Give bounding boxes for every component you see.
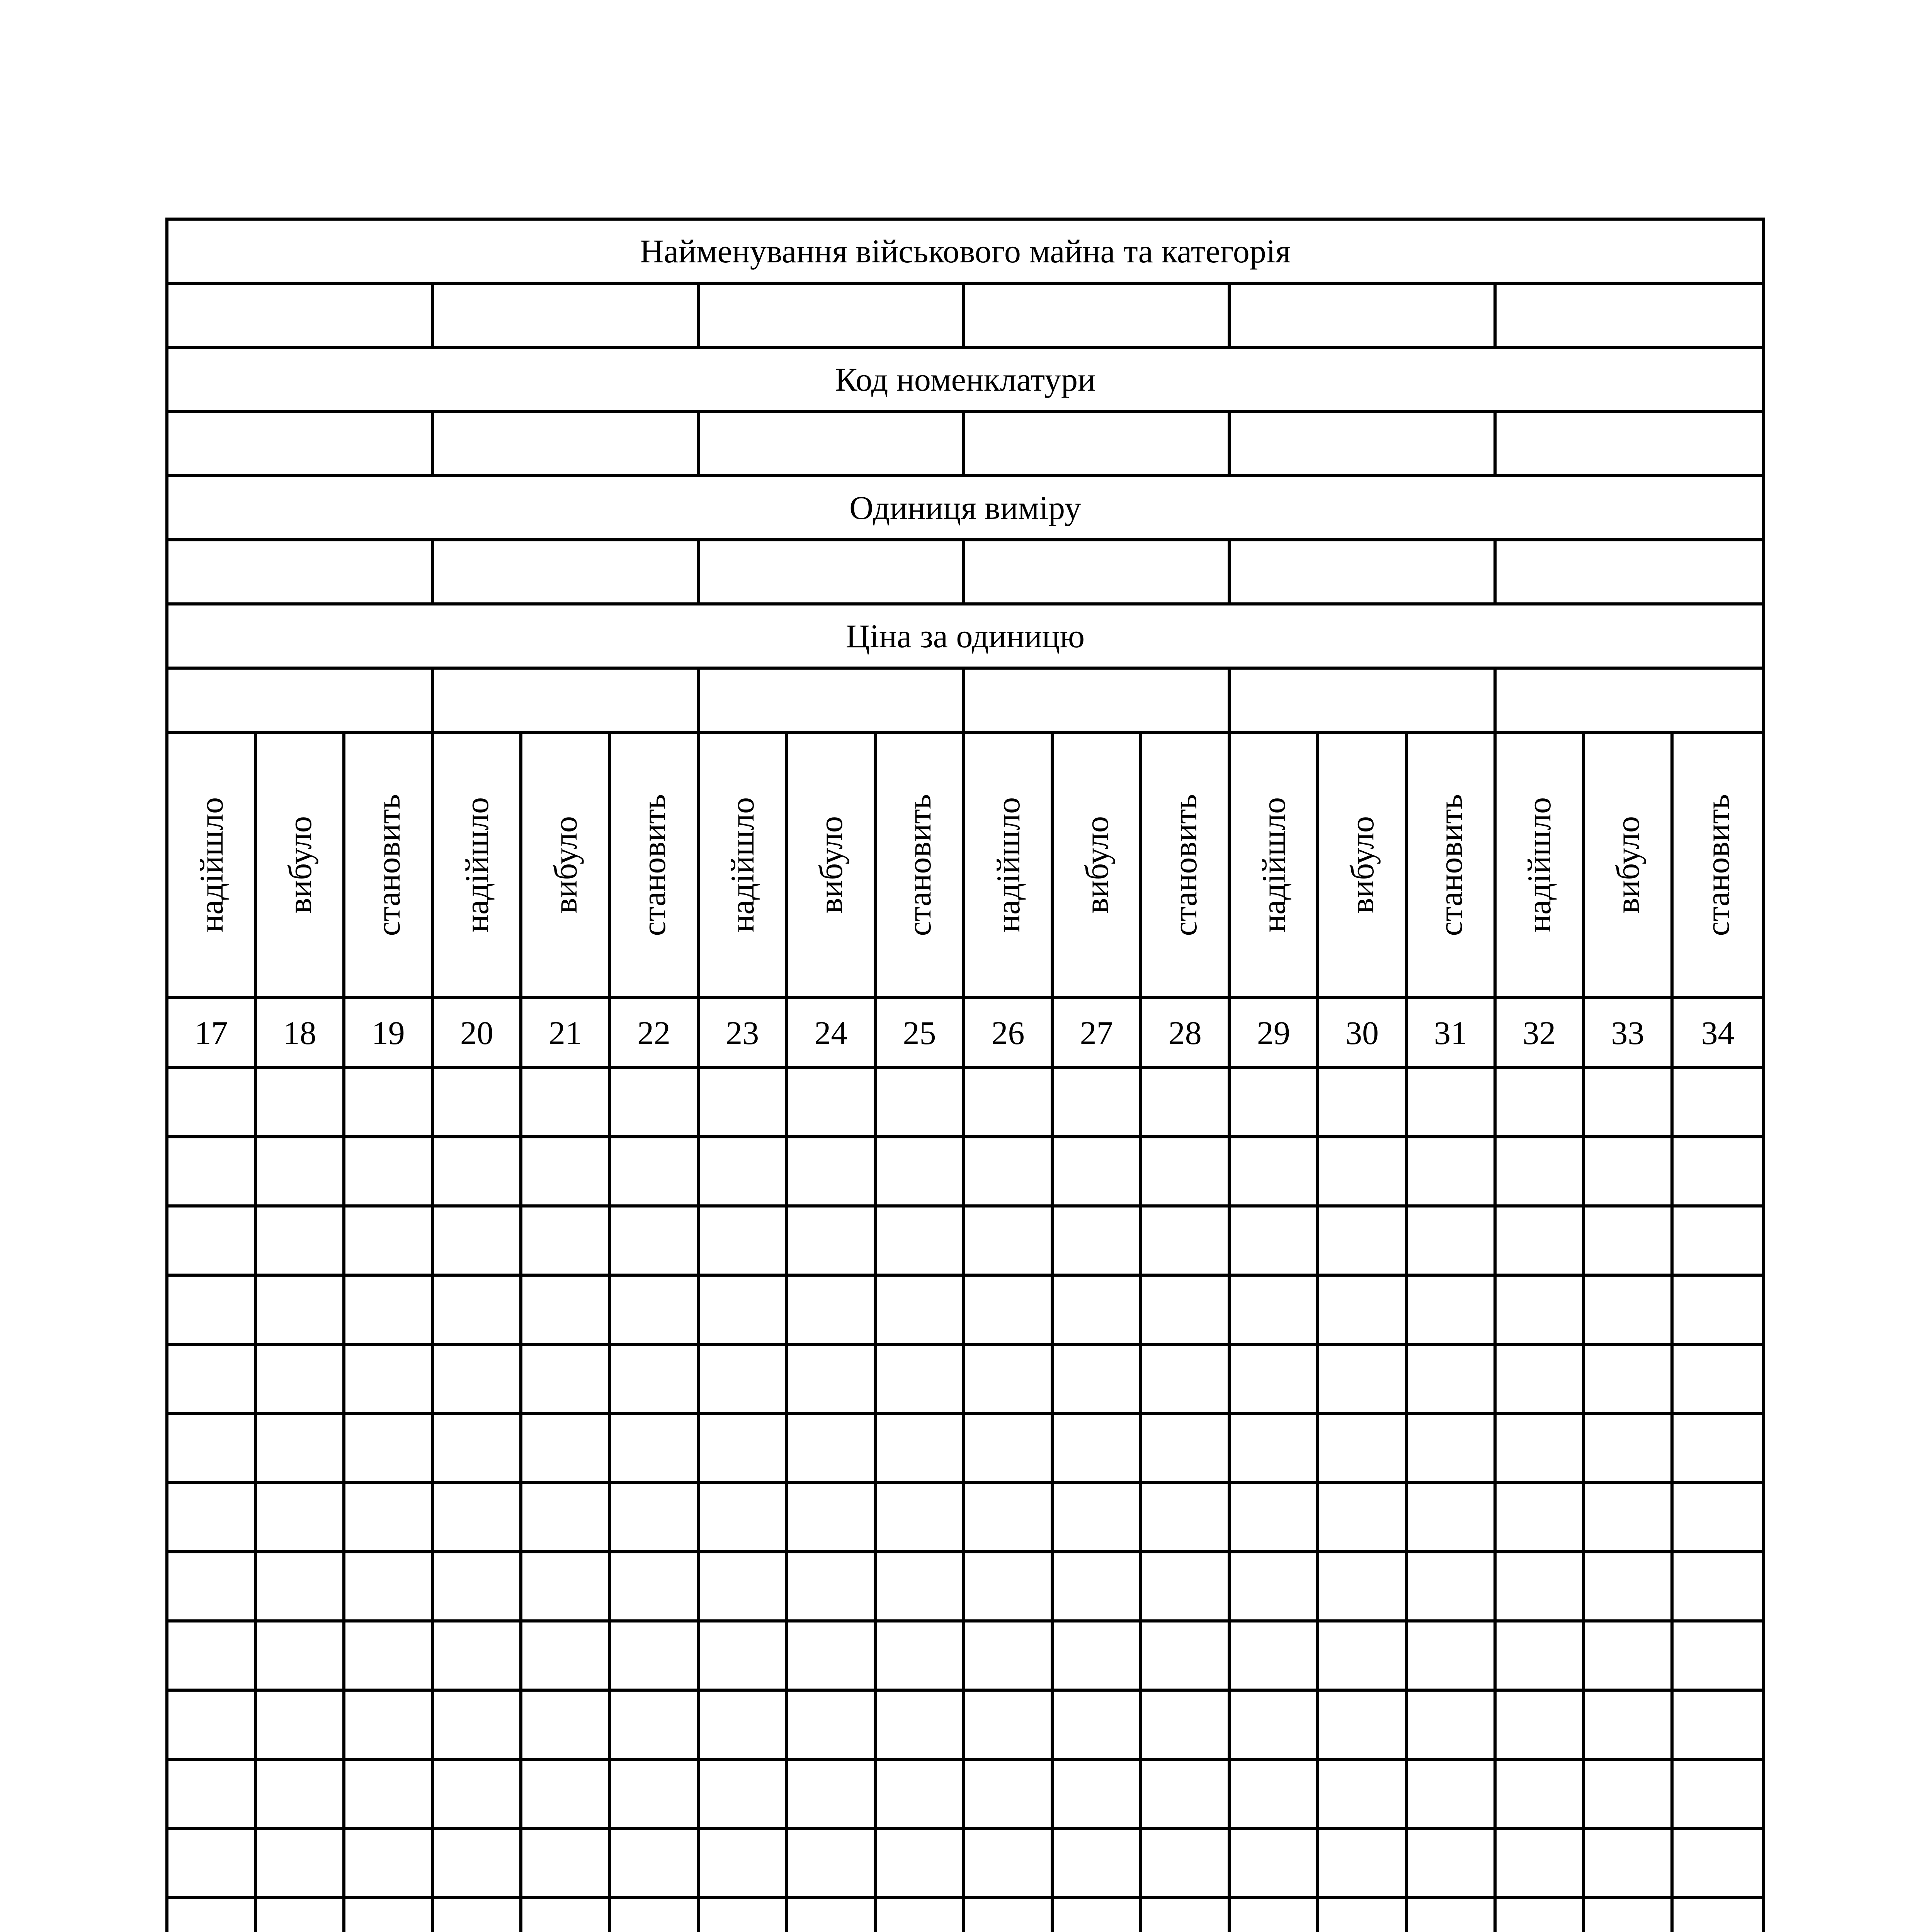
- column-number: 28: [1142, 999, 1231, 1069]
- entry-cell[interactable]: [611, 1622, 700, 1692]
- entry-cell[interactable]: [168, 1069, 257, 1138]
- property-name-cell[interactable]: [1497, 285, 1762, 349]
- entry-cell[interactable]: [257, 1692, 345, 1761]
- entry-cell[interactable]: [434, 1622, 522, 1692]
- entry-cell[interactable]: [345, 1622, 434, 1692]
- entry-cell[interactable]: [877, 1553, 965, 1622]
- entry-cell[interactable]: [257, 1346, 345, 1415]
- entry-cell[interactable]: [611, 1761, 700, 1830]
- entry-cell[interactable]: [1142, 1484, 1231, 1553]
- entry-cell[interactable]: [1231, 1346, 1319, 1415]
- entry-cell[interactable]: [1319, 1899, 1408, 1932]
- entry-cell[interactable]: [168, 1761, 257, 1830]
- entry-cell[interactable]: [168, 1830, 257, 1899]
- entry-cell[interactable]: [345, 1208, 434, 1277]
- entry-cell[interactable]: [1142, 1208, 1231, 1277]
- subheader-issued: вибуло: [257, 734, 345, 999]
- entry-cell[interactable]: [1231, 1138, 1319, 1208]
- entry-cell[interactable]: [257, 1622, 345, 1692]
- entry-cell[interactable]: [168, 1692, 257, 1761]
- entry-cell[interactable]: [345, 1761, 434, 1830]
- subheader-received: надійшло: [700, 734, 788, 999]
- entry-cell[interactable]: [522, 1484, 611, 1553]
- entry-cell[interactable]: [522, 1277, 611, 1346]
- entry-cell[interactable]: [611, 1899, 700, 1932]
- entry-cell[interactable]: [611, 1484, 700, 1553]
- entry-cell[interactable]: [1142, 1415, 1231, 1484]
- column-number: 31: [1408, 999, 1497, 1069]
- entry-cell[interactable]: [345, 1899, 434, 1932]
- entry-cell[interactable]: [1674, 1069, 1762, 1138]
- unit-of-measure-title: Одиниця виміру: [168, 477, 1762, 541]
- entry-cell[interactable]: [1497, 1622, 1585, 1692]
- subheader-balance: становить: [1674, 734, 1762, 999]
- entry-cell[interactable]: [1231, 1484, 1319, 1553]
- entry-cell[interactable]: [1585, 1899, 1674, 1932]
- entry-cell[interactable]: [434, 1484, 522, 1553]
- entry-cell[interactable]: [1054, 1069, 1142, 1138]
- entry-cell[interactable]: [1054, 1830, 1142, 1899]
- column-number: 26: [965, 999, 1054, 1069]
- entry-cell[interactable]: [257, 1553, 345, 1622]
- entry-cell[interactable]: [1231, 1415, 1319, 1484]
- entry-cell[interactable]: [611, 1138, 700, 1208]
- entry-cell[interactable]: [434, 1692, 522, 1761]
- entry-cell[interactable]: [700, 1553, 788, 1622]
- entry-cell[interactable]: [1674, 1277, 1762, 1346]
- entry-cell[interactable]: [345, 1415, 434, 1484]
- entry-cell[interactable]: [877, 1622, 965, 1692]
- entry-cell[interactable]: [1585, 1346, 1674, 1415]
- entry-cell[interactable]: [965, 1899, 1054, 1932]
- entry-cell[interactable]: [700, 1622, 788, 1692]
- entry-cell[interactable]: [1497, 1761, 1585, 1830]
- entry-cell[interactable]: [1408, 1138, 1497, 1208]
- entry-cell[interactable]: [965, 1277, 1054, 1346]
- entry-cell[interactable]: [1497, 1346, 1585, 1415]
- unit-of-measure-cell[interactable]: [965, 541, 1231, 605]
- entry-cell[interactable]: [965, 1692, 1054, 1761]
- entry-cell[interactable]: [965, 1069, 1054, 1138]
- entry-cell[interactable]: [345, 1138, 434, 1208]
- entry-cell[interactable]: [168, 1346, 257, 1415]
- entry-cell[interactable]: [168, 1622, 257, 1692]
- entry-cell[interactable]: [257, 1484, 345, 1553]
- subheader-issued: вибуло: [1054, 734, 1142, 999]
- entry-cell[interactable]: [1674, 1761, 1762, 1830]
- entry-cell[interactable]: [522, 1069, 611, 1138]
- entry-cell[interactable]: [611, 1069, 700, 1138]
- entry-cell[interactable]: [1231, 1208, 1319, 1277]
- column-number: 21: [522, 999, 611, 1069]
- entry-cell[interactable]: [1319, 1138, 1408, 1208]
- entry-cell[interactable]: [522, 1346, 611, 1415]
- subheader-received: надійшло: [1231, 734, 1319, 999]
- entry-cell[interactable]: [1142, 1830, 1231, 1899]
- entry-cell[interactable]: [1142, 1692, 1231, 1761]
- entry-cell[interactable]: [700, 1346, 788, 1415]
- entry-cell[interactable]: [257, 1069, 345, 1138]
- entry-cell[interactable]: [257, 1415, 345, 1484]
- subheader-received: надійшло: [434, 734, 522, 999]
- nomenclature-code-cell[interactable]: [965, 413, 1231, 477]
- unit-price-cell[interactable]: [965, 670, 1231, 734]
- column-number: 22: [611, 999, 700, 1069]
- nomenclature-code-cell[interactable]: [168, 413, 434, 477]
- entry-cell[interactable]: [788, 1622, 877, 1692]
- column-number: 25: [877, 999, 965, 1069]
- entry-cell[interactable]: [877, 1692, 965, 1761]
- column-number: 24: [788, 999, 877, 1069]
- entry-cell[interactable]: [1585, 1208, 1674, 1277]
- entry-cell[interactable]: [965, 1138, 1054, 1208]
- entry-cell[interactable]: [257, 1208, 345, 1277]
- subheader-issued: вибуло: [788, 734, 877, 999]
- entry-cell[interactable]: [1408, 1830, 1497, 1899]
- entry-cell[interactable]: [1054, 1277, 1142, 1346]
- entry-cell[interactable]: [877, 1138, 965, 1208]
- subheader-received: надійшло: [1497, 734, 1585, 999]
- unit-of-measure-cell[interactable]: [168, 541, 434, 605]
- property-name-cell[interactable]: [434, 285, 699, 349]
- entry-cell[interactable]: [434, 1553, 522, 1622]
- entry-cell[interactable]: [965, 1484, 1054, 1553]
- entry-cell[interactable]: [1231, 1553, 1319, 1622]
- entry-cell[interactable]: [1585, 1761, 1674, 1830]
- entry-cell[interactable]: [1585, 1622, 1674, 1692]
- entry-cell[interactable]: [1319, 1761, 1408, 1830]
- entry-cell[interactable]: [877, 1484, 965, 1553]
- property-name-cell[interactable]: [965, 285, 1231, 349]
- column-number: 34: [1674, 999, 1762, 1069]
- column-number: 27: [1054, 999, 1142, 1069]
- entry-cell[interactable]: [1231, 1899, 1319, 1932]
- entry-cell[interactable]: [1408, 1899, 1497, 1932]
- unit-of-measure-cell[interactable]: [434, 541, 699, 605]
- entry-cell[interactable]: [168, 1415, 257, 1484]
- entry-cell[interactable]: [1674, 1138, 1762, 1208]
- entry-cell[interactable]: [1408, 1069, 1497, 1138]
- entry-cell[interactable]: [434, 1761, 522, 1830]
- entry-cell[interactable]: [1319, 1622, 1408, 1692]
- entry-cell[interactable]: [788, 1553, 877, 1622]
- entry-cell[interactable]: [1674, 1346, 1762, 1415]
- entry-cell[interactable]: [1231, 1692, 1319, 1761]
- entry-cell[interactable]: [1497, 1484, 1585, 1553]
- entry-cell[interactable]: [1408, 1277, 1497, 1346]
- entry-cell[interactable]: [168, 1484, 257, 1553]
- nomenclature-code-cell[interactable]: [1497, 413, 1762, 477]
- entry-cell[interactable]: [788, 1830, 877, 1899]
- entry-cell[interactable]: [788, 1208, 877, 1277]
- entry-cell[interactable]: [1054, 1622, 1142, 1692]
- entry-cell[interactable]: [345, 1692, 434, 1761]
- entry-cell[interactable]: [1497, 1899, 1585, 1932]
- entry-cell[interactable]: [1585, 1415, 1674, 1484]
- nomenclature-code-cell[interactable]: [1231, 413, 1496, 477]
- entry-cell[interactable]: [1054, 1761, 1142, 1830]
- entry-cell[interactable]: [611, 1208, 700, 1277]
- entry-cell[interactable]: [522, 1208, 611, 1277]
- entry-cell[interactable]: [1142, 1277, 1231, 1346]
- property-name-title: Найменування військового майна та категорія: [168, 221, 1762, 285]
- entry-cell[interactable]: [345, 1484, 434, 1553]
- entry-cell[interactable]: [611, 1346, 700, 1415]
- entry-cell[interactable]: [1585, 1553, 1674, 1622]
- entry-cell[interactable]: [700, 1277, 788, 1346]
- entry-cell[interactable]: [1319, 1069, 1408, 1138]
- entry-cell[interactable]: [1319, 1553, 1408, 1622]
- column-number: 30: [1319, 999, 1408, 1069]
- subheader-issued: вибуло: [1585, 734, 1674, 999]
- entry-cell[interactable]: [168, 1138, 257, 1208]
- entry-cell[interactable]: [1497, 1692, 1585, 1761]
- entry-cell[interactable]: [700, 1069, 788, 1138]
- entry-cell[interactable]: [1408, 1692, 1497, 1761]
- entry-cell[interactable]: [1054, 1138, 1142, 1208]
- unit-price-cell[interactable]: [434, 670, 699, 734]
- entry-cell[interactable]: [1674, 1899, 1762, 1932]
- entry-cell[interactable]: [1585, 1069, 1674, 1138]
- entry-cell[interactable]: [1054, 1415, 1142, 1484]
- entry-cell[interactable]: [522, 1622, 611, 1692]
- entry-cell[interactable]: [1231, 1069, 1319, 1138]
- entry-cell[interactable]: [434, 1899, 522, 1932]
- nomenclature-code-title: Код номенклатури: [168, 349, 1762, 413]
- entry-cell[interactable]: [877, 1277, 965, 1346]
- subheader-balance: становить: [345, 734, 434, 999]
- entry-cell[interactable]: [788, 1069, 877, 1138]
- entry-cell[interactable]: [877, 1899, 965, 1932]
- property-name-cell[interactable]: [168, 285, 434, 349]
- entry-cell[interactable]: [522, 1138, 611, 1208]
- entry-cell[interactable]: [434, 1415, 522, 1484]
- entry-cell[interactable]: [345, 1277, 434, 1346]
- entry-cell[interactable]: [1054, 1899, 1142, 1932]
- unit-price-cell[interactable]: [700, 670, 965, 734]
- entry-cell[interactable]: [1497, 1138, 1585, 1208]
- entry-cell[interactable]: [611, 1692, 700, 1761]
- entry-cell[interactable]: [1408, 1622, 1497, 1692]
- nomenclature-code-cell[interactable]: [434, 413, 699, 477]
- entry-cell[interactable]: [345, 1069, 434, 1138]
- entry-cell[interactable]: [788, 1484, 877, 1553]
- entry-cell[interactable]: [257, 1138, 345, 1208]
- entry-cell[interactable]: [788, 1415, 877, 1484]
- entry-cell[interactable]: [1319, 1277, 1408, 1346]
- entry-cell[interactable]: [611, 1277, 700, 1346]
- subheader-balance: становить: [611, 734, 700, 999]
- subheader-balance: становить: [877, 734, 965, 999]
- entry-cell[interactable]: [1585, 1277, 1674, 1346]
- entry-cell[interactable]: [965, 1553, 1054, 1622]
- entry-cell[interactable]: [965, 1761, 1054, 1830]
- entry-cell[interactable]: [788, 1761, 877, 1830]
- entry-cell[interactable]: [1142, 1346, 1231, 1415]
- property-name-cell[interactable]: [700, 285, 965, 349]
- entry-cell[interactable]: [788, 1692, 877, 1761]
- entry-cell[interactable]: [168, 1208, 257, 1277]
- entry-cell[interactable]: [1319, 1415, 1408, 1484]
- entry-cell[interactable]: [788, 1138, 877, 1208]
- entry-cell[interactable]: [1231, 1830, 1319, 1899]
- unit-price-title: Ціна за одиницю: [168, 605, 1762, 670]
- entry-cell[interactable]: [1674, 1208, 1762, 1277]
- entry-cell[interactable]: [877, 1069, 965, 1138]
- entry-cell[interactable]: [345, 1830, 434, 1899]
- entry-cell[interactable]: [1142, 1553, 1231, 1622]
- entry-cell[interactable]: [1054, 1208, 1142, 1277]
- entry-cell[interactable]: [611, 1553, 700, 1622]
- entry-cell[interactable]: [1585, 1692, 1674, 1761]
- entry-cell[interactable]: [788, 1899, 877, 1932]
- property-name-cell[interactable]: [1231, 285, 1496, 349]
- entry-cell[interactable]: [1497, 1830, 1585, 1899]
- entry-cell[interactable]: [1408, 1346, 1497, 1415]
- entry-cell[interactable]: [1674, 1622, 1762, 1692]
- entry-cell[interactable]: [1674, 1692, 1762, 1761]
- entry-cell[interactable]: [1142, 1761, 1231, 1830]
- entry-cell[interactable]: [522, 1830, 611, 1899]
- entry-cell[interactable]: [1054, 1692, 1142, 1761]
- entry-cell[interactable]: [522, 1692, 611, 1761]
- entry-cell[interactable]: [1408, 1484, 1497, 1553]
- column-number: 29: [1231, 999, 1319, 1069]
- column-number: 17: [168, 999, 257, 1069]
- entry-cell[interactable]: [1585, 1484, 1674, 1553]
- entry-cell[interactable]: [877, 1830, 965, 1899]
- entry-cell[interactable]: [700, 1208, 788, 1277]
- entry-cell[interactable]: [1674, 1484, 1762, 1553]
- subheader-issued: вибуло: [522, 734, 611, 999]
- entry-cell[interactable]: [1585, 1138, 1674, 1208]
- entry-cell[interactable]: [700, 1692, 788, 1761]
- entry-cell[interactable]: [965, 1622, 1054, 1692]
- entry-cell[interactable]: [434, 1830, 522, 1899]
- column-number: 20: [434, 999, 522, 1069]
- subheader-received: надійшло: [965, 734, 1054, 999]
- column-number: 33: [1585, 999, 1674, 1069]
- entry-cell[interactable]: [1497, 1069, 1585, 1138]
- entry-cell[interactable]: [1319, 1692, 1408, 1761]
- entry-cell[interactable]: [877, 1415, 965, 1484]
- entry-cell[interactable]: [965, 1208, 1054, 1277]
- entry-cell[interactable]: [257, 1830, 345, 1899]
- entry-cell[interactable]: [788, 1277, 877, 1346]
- entry-cell[interactable]: [965, 1346, 1054, 1415]
- entry-cell[interactable]: [1408, 1208, 1497, 1277]
- entry-cell[interactable]: [700, 1899, 788, 1932]
- entry-cell[interactable]: [965, 1415, 1054, 1484]
- entry-cell[interactable]: [522, 1899, 611, 1932]
- entry-cell[interactable]: [1319, 1830, 1408, 1899]
- entry-cell[interactable]: [1231, 1622, 1319, 1692]
- entry-cell[interactable]: [1142, 1069, 1231, 1138]
- entry-cell[interactable]: [611, 1830, 700, 1899]
- entry-cell[interactable]: [522, 1415, 611, 1484]
- entry-cell[interactable]: [257, 1277, 345, 1346]
- entry-cell[interactable]: [1497, 1277, 1585, 1346]
- entry-cell[interactable]: [1142, 1622, 1231, 1692]
- entry-cell[interactable]: [1674, 1830, 1762, 1899]
- entry-cell[interactable]: [434, 1208, 522, 1277]
- entry-cell[interactable]: [1408, 1553, 1497, 1622]
- entry-cell[interactable]: [611, 1415, 700, 1484]
- unit-of-measure-cell[interactable]: [1497, 541, 1762, 605]
- entry-cell[interactable]: [877, 1761, 965, 1830]
- entry-cell[interactable]: [1408, 1761, 1497, 1830]
- entry-cell[interactable]: [1142, 1899, 1231, 1932]
- entry-cell[interactable]: [434, 1346, 522, 1415]
- entry-cell[interactable]: [434, 1138, 522, 1208]
- entry-cell[interactable]: [965, 1830, 1054, 1899]
- unit-price-cell[interactable]: [1497, 670, 1762, 734]
- entry-cell[interactable]: [1497, 1415, 1585, 1484]
- entry-cell[interactable]: [1231, 1761, 1319, 1830]
- ledger-table: [165, 218, 1765, 1932]
- entry-cell[interactable]: [522, 1761, 611, 1830]
- entry-cell[interactable]: [1319, 1208, 1408, 1277]
- subheader-balance: становить: [1408, 734, 1497, 999]
- unit-of-measure-cell[interactable]: [700, 541, 965, 605]
- column-number: 32: [1497, 999, 1585, 1069]
- entry-cell[interactable]: [1054, 1553, 1142, 1622]
- unit-price-cell[interactable]: [168, 670, 434, 734]
- entry-cell[interactable]: [1408, 1415, 1497, 1484]
- subheader-balance: становить: [1142, 734, 1231, 999]
- entry-cell[interactable]: [1674, 1415, 1762, 1484]
- entry-cell[interactable]: [1497, 1208, 1585, 1277]
- entry-cell[interactable]: [700, 1415, 788, 1484]
- entry-cell[interactable]: [168, 1899, 257, 1932]
- entry-cell[interactable]: [345, 1553, 434, 1622]
- entry-cell[interactable]: [1319, 1484, 1408, 1553]
- entry-cell[interactable]: [434, 1277, 522, 1346]
- entry-cell[interactable]: [788, 1346, 877, 1415]
- nomenclature-code-cell[interactable]: [700, 413, 965, 477]
- entry-cell[interactable]: [1674, 1553, 1762, 1622]
- column-number: 23: [700, 999, 788, 1069]
- entry-cell[interactable]: [1054, 1346, 1142, 1415]
- entry-cell[interactable]: [168, 1553, 257, 1622]
- entry-cell[interactable]: [345, 1346, 434, 1415]
- column-number: 18: [257, 999, 345, 1069]
- entry-cell[interactable]: [434, 1069, 522, 1138]
- subheader-received: надійшло: [168, 734, 257, 999]
- entry-cell[interactable]: [1231, 1277, 1319, 1346]
- entry-cell[interactable]: [700, 1484, 788, 1553]
- entry-cell[interactable]: [522, 1553, 611, 1622]
- entry-cell[interactable]: [1497, 1553, 1585, 1622]
- unit-of-measure-cell[interactable]: [1231, 541, 1496, 605]
- entry-cell[interactable]: [257, 1899, 345, 1932]
- entry-cell[interactable]: [257, 1761, 345, 1830]
- entry-cell[interactable]: [1054, 1484, 1142, 1553]
- entry-cell[interactable]: [700, 1761, 788, 1830]
- entry-cell[interactable]: [877, 1208, 965, 1277]
- entry-cell[interactable]: [877, 1346, 965, 1415]
- entry-cell[interactable]: [700, 1138, 788, 1208]
- unit-price-cell[interactable]: [1231, 670, 1496, 734]
- entry-cell[interactable]: [1585, 1830, 1674, 1899]
- entry-cell[interactable]: [1142, 1138, 1231, 1208]
- column-number: 19: [345, 999, 434, 1069]
- entry-cell[interactable]: [1319, 1346, 1408, 1415]
- entry-cell[interactable]: [168, 1277, 257, 1346]
- entry-cell[interactable]: [700, 1830, 788, 1899]
- subheader-issued: вибуло: [1319, 734, 1408, 999]
